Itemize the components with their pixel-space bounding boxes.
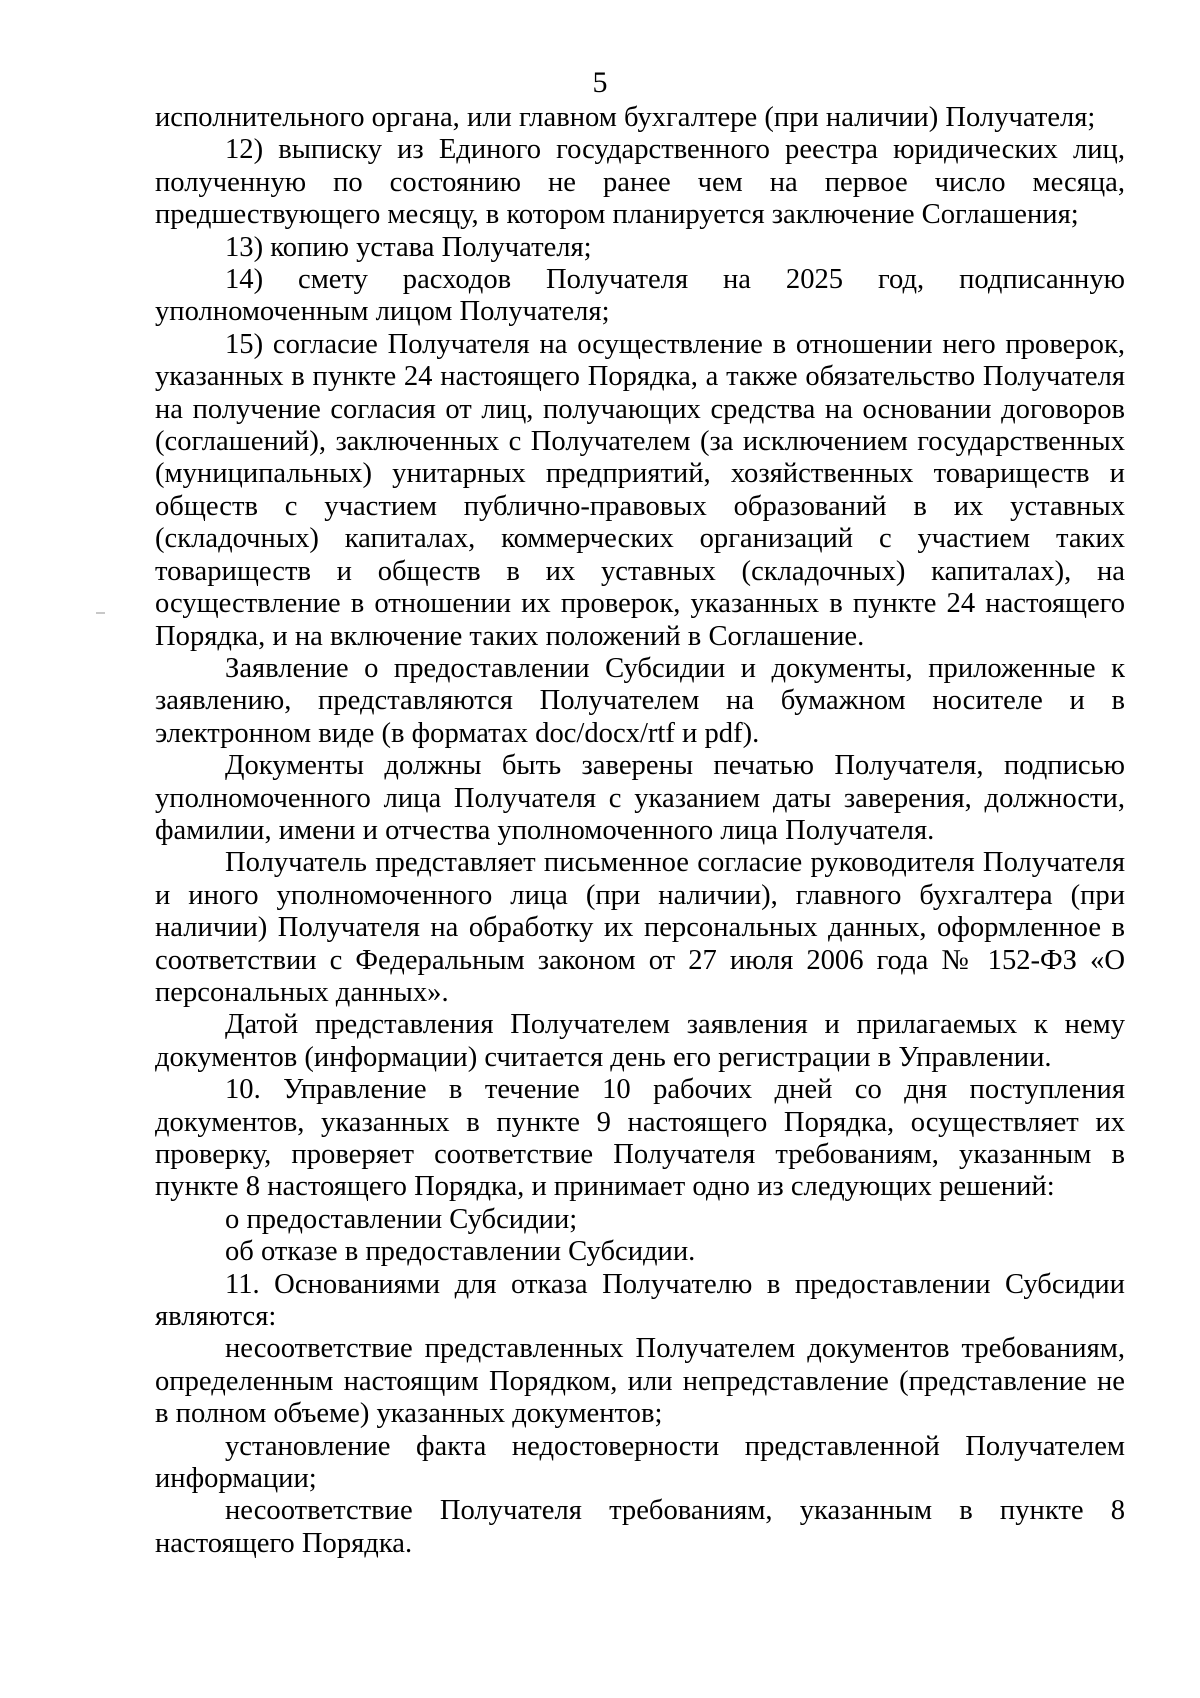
paragraph-personal-data-consent: Получатель представляет письменное согласие руководителя Получателя и иного уполномоченного лица (при наличии), главного бухгалтера (при наличии) Получателя на обработку их персональных данных, оформленное в соответствии с Федеральным законом от 27 июля 2006 года № 152-ФЗ «О персональных данных».: [155, 847, 1125, 1008]
paragraph-section-11: 11. Основаниями для отказа Получателю в предоставлении Субсидии являются:: [155, 1268, 1125, 1333]
paragraph-section-10: 10. Управление в течение 10 рабочих дней со дня поступления документов, указанных в пункте 9 настоящего Порядка, осуществляет их проверку, проверяет соответствие Получателя требованиям, указанным в пункте 8 настоящего Порядка, и принимает одно из следующих решений:: [155, 1074, 1125, 1203]
paragraph-application-format: Заявление о предоставлении Субсидии и документы, приложенные к заявлению, представляются Получателем на бумажном носителе и в электронном виде (в форматах doc/docx/rtf и pdf).: [155, 652, 1125, 749]
paragraph-continuation: исполнительного органа, или главном бухгалтере (при наличии) Получателя;: [155, 102, 1096, 133]
paragraph-refusal-ground-2: установление факта недостоверности представленной Получателем информации;: [155, 1430, 1125, 1495]
document-body: [155, 102, 1125, 1560]
paragraph-decision-grant: о предоставлении Субсидии;: [225, 1203, 578, 1235]
paragraph-item-13: 13) копию устава Получателя;: [225, 231, 592, 263]
paragraph-item-15: 15) согласие Получателя на осуществление в отношении него проверок, указанных в пункте 24 настоящего Порядка, а также обязательство Получателя на получение согласия от лиц, получающих средства на основании договоров (соглашений), заключенных с Получателем (за исключением государственных (муниципальных) унитарных предприятий, хозяйственных товариществ и обществ с участием публично-правовых образований в их уставных (складочных) капиталах, коммерческих организаций с участием таких товариществ и обществ в их уставных (складочных) капиталах), на осуществление в отношении их проверок, указанных в пункте 24 настоящего Порядка, и на включение таких положений в Соглашение.: [155, 328, 1125, 652]
scan-artifact-mark: [96, 612, 105, 614]
paragraph-item-12: 12) выписку из Единого государственного реестра юридических лиц, полученную по состоянию не ранее чем на первое число месяца, предшествующего месяцу, в котором планируется заключение Соглашения;: [155, 134, 1125, 231]
paragraph-decision-refusal: об отказе в предоставлении Субсидии.: [225, 1236, 696, 1268]
paragraph-refusal-ground-3: несоответствие Получателя требованиям, указанным в пункте 8 настоящего Порядка.: [155, 1495, 1125, 1559]
paragraph-document-certification: Документы должны быть заверены печатью Получателя, подписью уполномоченного лица Получателя с указанием даты заверения, должности, фамилии, имени и отчества уполномоченного лица Получателя.: [155, 750, 1125, 846]
paragraph-refusal-ground-1: несоответствие представленных Получателем документов требованиям, определенным настоящим Порядком, или непредставление (представление не в полном объеме) указанных документов;: [155, 1333, 1125, 1430]
page-number: 5: [592, 66, 608, 99]
paragraph-submission-date: Датой представления Получателем заявления и прилагаемых к нему документов (информации) считается день его регистрации в Управлении.: [155, 1009, 1125, 1073]
paragraph-item-14: 14) смету расходов Получателя на 2025 год, подписанную уполномоченным лицом Получателя;: [155, 264, 1125, 328]
